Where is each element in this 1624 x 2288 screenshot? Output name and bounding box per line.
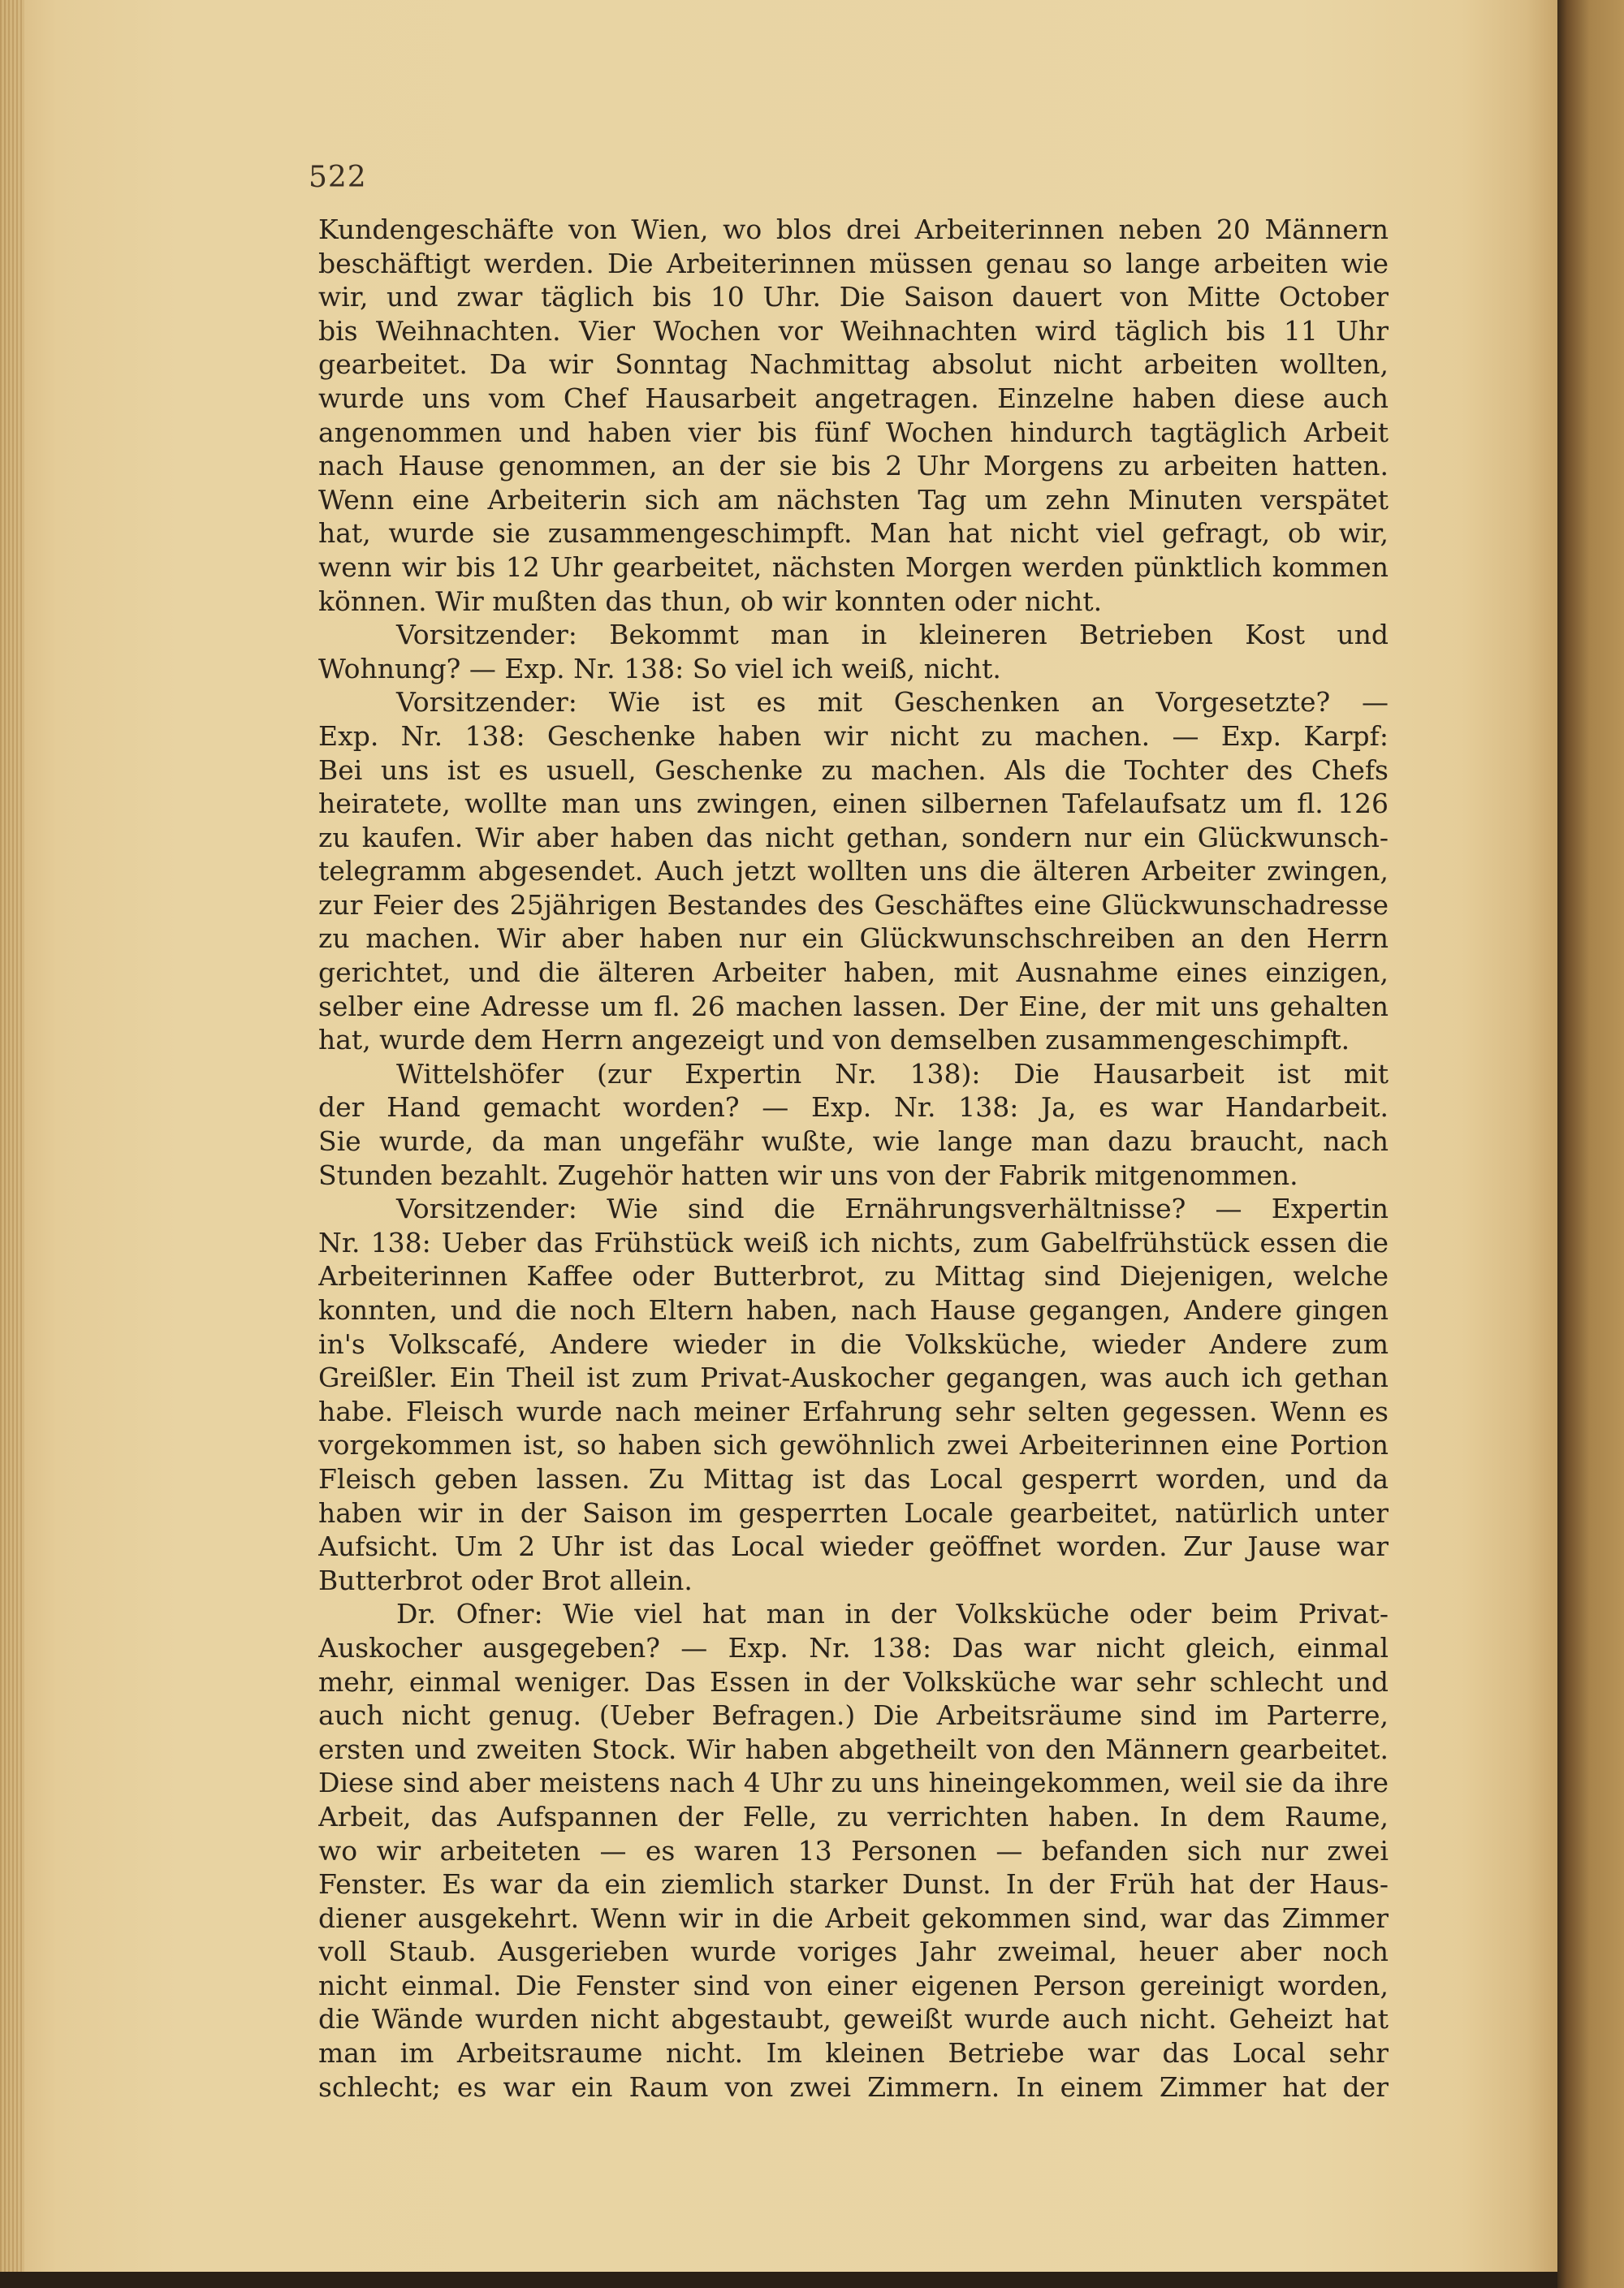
text-line: Arbeit, das Aufspannen der Felle, zu verrichten haben. In dem Raume,: [318, 1800, 1389, 1833]
text-line: zu machen. Wir aber haben nur ein Glückwunschschreiben an den Herrn: [318, 922, 1389, 955]
text-line: telegramm abgesendet. Auch jetzt wollten uns die älteren Arbeiter zwingen,: [318, 855, 1389, 887]
text-line: voll Staub. Ausgerieben wurde voriges Jahr zweimal, heuer aber noch: [318, 1936, 1389, 1968]
text-line: zur Feier des 25jährigen Bestandes des Geschäftes eine Glückwunschadresse: [318, 888, 1389, 921]
text-line: selber eine Adresse um fl. 26 machen lassen. Der Eine, der mit uns gehalten: [318, 990, 1389, 1022]
text-line: haben wir in der Saison im gesperrten Locale gearbeitet, natürlich unter: [318, 1496, 1389, 1529]
text-line: man im Arbeitsraume nicht. Im kleinen Betriebe war das Local sehr: [318, 2037, 1389, 2070]
text-line: beschäftigt werden. Die Arbeiterinnen müssen genau so lange arbeiten wie: [318, 247, 1389, 279]
text-line: Wohnung? — Exp. Nr. 138: So viel ich weiß, nicht.: [318, 652, 1001, 684]
text-line: Wenn eine Arbeiterin sich am nächsten Tag um zehn Minuten verspätet: [318, 483, 1389, 516]
page-bottom-edge: [0, 2272, 1557, 2288]
text-line: gearbeitet. Da wir Sonntag Nachmittag absolut nicht arbeiten wollten,: [318, 348, 1389, 381]
text-line: können. Wir mußten das thun, ob wir konnten oder nicht.: [318, 585, 1103, 617]
text-line: wir, und zwar täglich bis 10 Uhr. Die Saison dauert von Mitte October: [318, 281, 1389, 313]
text-line: Diese sind aber meistens nach 4 Uhr zu uns hineingekommen, weil sie da ihre: [318, 1767, 1389, 1799]
text-line: mehr, einmal weniger. Das Essen in der Volksküche war sehr schlecht und: [318, 1665, 1389, 1698]
text-line: heiratete, wollte man uns zwingen, einen silbernen Tafelaufsatz um fl. 126: [318, 788, 1389, 820]
speaker-line: Wittelshöfer (zur Expertin Nr. 138): Die Hausarbeit ist mit: [396, 1057, 1389, 1090]
text-line: in's Volkscafé, Andere wieder in die Volksküche, wieder Andere zum: [318, 1327, 1389, 1360]
page-number: 522: [309, 161, 367, 194]
text-line: wenn wir bis 12 Uhr gearbeitet, nächsten Morgen werden pünktlich kommen: [318, 550, 1389, 583]
text-line: Kundengeschäfte von Wien, wo blos drei Arbeiterinnen neben 20 Männern: [318, 214, 1389, 245]
text-line: ersten und zweiten Stock. Wir haben abgetheilt von den Männern gearbeitet.: [318, 1733, 1389, 1765]
speaker-line: Vorsitzender: Wie sind die Ernährungsverhältnisse? — Expertin: [396, 1193, 1389, 1225]
text-line: habe. Fleisch wurde nach meiner Erfahrung sehr selten gegessen. Wenn es: [318, 1395, 1389, 1427]
text-line: konnten, und die noch Eltern haben, nach Hause gegangen, Andere gingen: [318, 1294, 1389, 1326]
text-line: angenommen und haben vier bis fünf Wochen hindurch tagtäglich Arbeit: [318, 416, 1389, 448]
text-line: Aufsicht. Um 2 Uhr ist das Local wieder geöffnet worden. Zur Jause war: [318, 1530, 1389, 1563]
text-line: Auskocher ausgegeben? — Exp. Nr. 138: Das war nicht gleich, einmal: [318, 1631, 1389, 1664]
text-line: Butterbrot oder Brot allein.: [318, 1564, 693, 1596]
text-line: Nr. 138: Ueber das Frühstück weiß ich nichts, zum Gabelfrühstück essen die: [318, 1226, 1389, 1258]
text-line: nicht einmal. Die Fenster sind von einer eigenen Person gereinigt worden,: [318, 1969, 1389, 2001]
text-line: Greißler. Ein Theil ist zum Privat-Auskocher gegangen, was auch ich gethan: [318, 1362, 1389, 1394]
book-gutter: [1557, 0, 1624, 2288]
text-line: Sie wurde, da man ungefähr wußte, wie lange man dazu braucht, nach: [318, 1125, 1389, 1158]
page-edge-stack: [0, 0, 24, 2272]
text-line: Stunden bezahlt. Zugehör hatten wir uns von der Fabrik mitgenommen.: [318, 1159, 1298, 1191]
text-line: hat, wurde sie zusammengeschimpft. Man hat nicht viel gefragt, ob wir,: [318, 517, 1389, 550]
text-line: gerichtet, und die älteren Arbeiter haben, mit Ausnahme eines einzigen,: [318, 956, 1389, 989]
text-line: vorgekommen ist, so haben sich gewöhnlich zwei Arbeiterinnen eine Portion: [318, 1429, 1389, 1461]
text-line: hat, wurde dem Herrn angezeigt und von demselben zusammengeschimpft.: [318, 1024, 1350, 1056]
text-line: bis Weihnachten. Vier Wochen vor Weihnachten wird täglich bis 11 Uhr: [318, 314, 1389, 347]
text-line: Fleisch geben lassen. Zu Mittag ist das Local gesperrt worden, und da: [318, 1462, 1389, 1495]
text-line: Bei uns ist es usuell, Geschenke zu machen. Als die Tochter des Chefs: [318, 753, 1389, 786]
text-line: zu kaufen. Wir aber haben das nicht gethan, sondern nur ein Glückwunsch-: [318, 821, 1389, 853]
speaker-line: Dr. Ofner: Wie viel hat man in der Volksküche oder beim Privat-: [396, 1598, 1389, 1630]
text-line: wo wir arbeiteten — es waren 13 Personen — befanden sich nur zwei: [318, 1834, 1389, 1867]
text-line: Arbeiterinnen Kaffee oder Butterbrot, zu Mittag sind Diejenigen, welche: [318, 1260, 1389, 1293]
text-line: Fenster. Es war da ein ziemlich starker Dunst. In der Früh hat der Haus-: [318, 1868, 1389, 1901]
speaker-line: Vorsitzender: Wie ist es mit Geschenken an Vorgesetzte? —: [396, 686, 1389, 719]
text-line: nach Hause genommen, an der sie bis 2 Uhr Morgens zu arbeiten hatten.: [318, 450, 1389, 482]
text-line: schlecht; es war ein Raum von zwei Zimmern. In einem Zimmer hat der: [318, 2070, 1389, 2103]
body-text: [318, 213, 1389, 2104]
text-line: auch nicht genug. (Ueber Befragen.) Die Arbeitsräume sind im Parterre,: [318, 1699, 1389, 1732]
speaker-line: Vorsitzender: Bekommt man in kleineren Betrieben Kost und: [396, 619, 1389, 651]
text-line: die Wände wurden nicht abgestaubt, geweißt wurde auch nicht. Geheizt hat: [318, 2003, 1389, 2035]
text-line: der Hand gemacht worden? — Exp. Nr. 138: Ja, es war Handarbeit.: [318, 1091, 1389, 1124]
text-line: diener ausgekehrt. Wenn wir in die Arbeit gekommen sind, war das Zimmer: [318, 1902, 1389, 1934]
text-line: Exp. Nr. 138: Geschenke haben wir nicht zu machen. — Exp. Karpf:: [318, 719, 1389, 752]
text-line: wurde uns vom Chef Hausarbeit angetragen. Einzelne haben diese auch: [318, 382, 1389, 414]
